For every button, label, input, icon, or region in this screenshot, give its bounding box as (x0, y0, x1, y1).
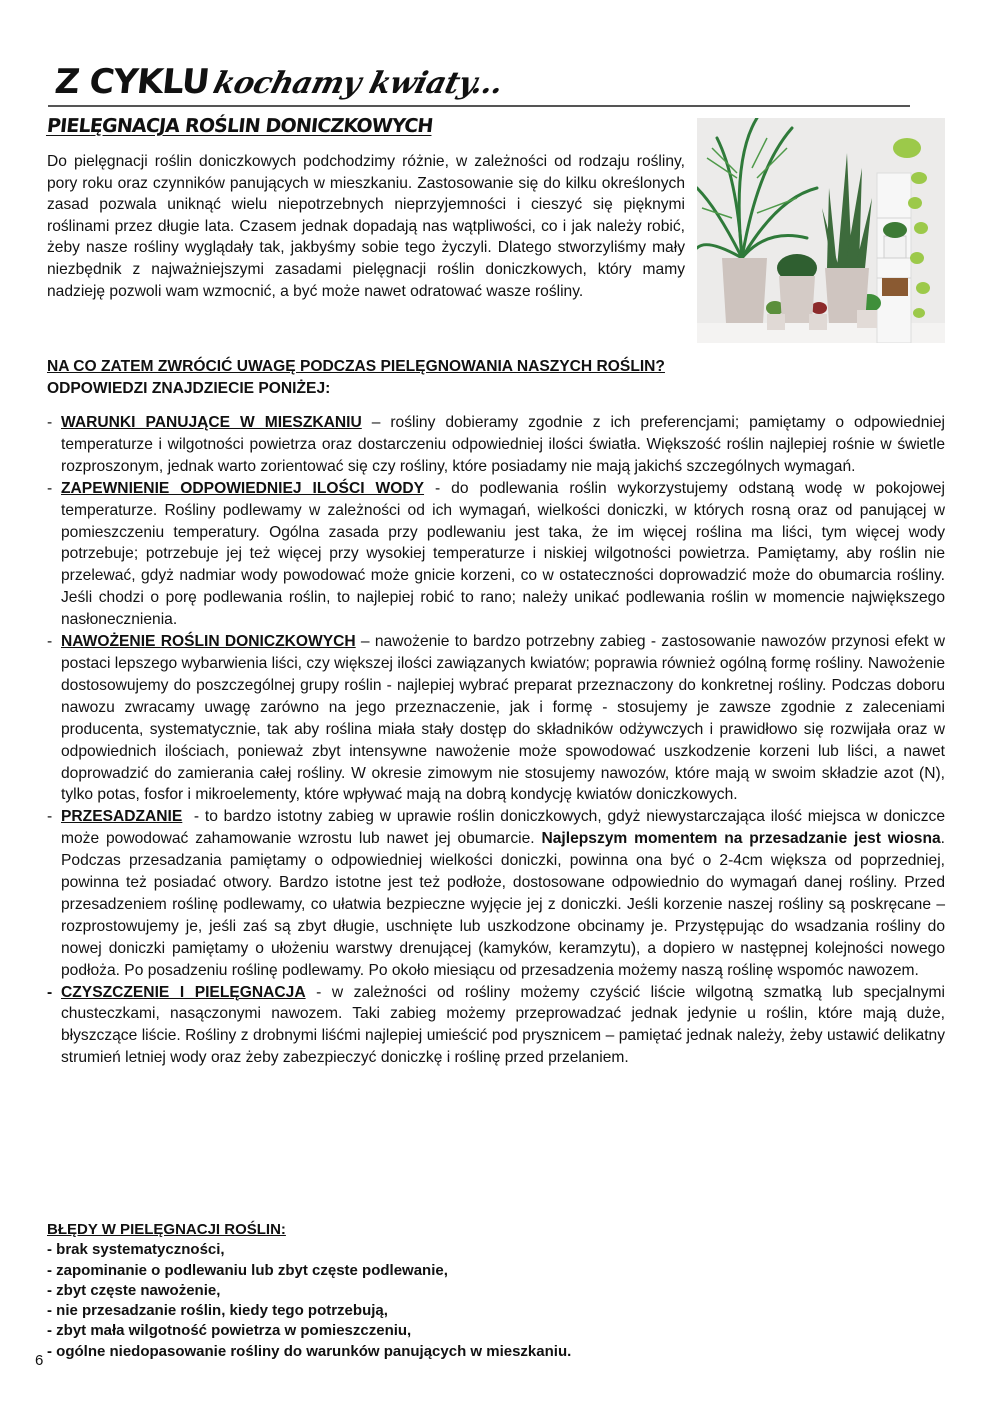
care-tips-list (47, 412, 950, 1069)
care-question: NA CO ZATEM ZWRÓCIĆ UWAGĘ PODCZAS PIELĘGNOWANIA NASZYCH ROŚLIN? (47, 358, 665, 375)
tip-text: - w zależności od rośliny możemy czyścić liście wilgotną szmatką lub specjalnymi chusteczkami, nasączonymi nawozem. Taki zabieg możemy przeprowadzać jednak jedynie u roślin, które mają duże, błyszczące liście. Rośliny z drobnymi liśćmi najlepiej umieścić pod prysznicem – pamiętać jednak należy, żeby ustawić delikatny strumień letniej wody oraz żeby zabezpieczyć doniczkę i roślinę przed przelaniem. (61, 983, 946, 1067)
tip-emphasis: Najlepszym momentem na przesadzanie jest wiosna (541, 830, 941, 848)
tip-cleaning (47, 982, 945, 1070)
intro-paragraph: Do pielęgnacji roślin doniczkowych podchodzimy różnie, w zależności od rodzaju rośliny, pory roku oraz czynników panujących w mieszkaniu. Zastosowanie się do kilku określonych zasad pozwala uniknąć wielu niepotrzebnych nieprzyjemności i cieszyć się pięknymi roślinami przez długie lata. Czasem jednak dopadają nas wątpliwości, co i jak należy robić, żeby nasze rośliny wyglądały tak, jakbyśmy sobie tego życzyli. Dlatego stworzyliśmy mały niezbędnik z najważniejszymi zasadami pielęgnacji roślin doniczkowych, który mamy nadzieję pozwoli wam wzmocnić, a być może nawet odratować wasze rośliny. (47, 153, 685, 300)
list-dash: - (47, 983, 53, 1001)
tip-title: ZAPEWNIENIE ODPOWIEDNIEJ ILOŚCI WODY (61, 479, 425, 497)
tip-title: WARUNKI PANUJĄCE W MIESZKANIU (61, 414, 362, 431)
answer-intro: ODPOWIEDZI ZNAJDZIECIE PONIŻEJ: (47, 379, 331, 397)
tip-text: - do podlewania roślin wykorzystujemy odstaną wodę w pokojowej temperaturze. Rośliny podlewamy w zależności od ich wymagań, wielkości doniczki, w których rosną oraz od panującej w pomieszczeniu temperatury. Ogólna zasada przy podlewaniu jest taka, że im więcej roślina ma liści, tym więcej wody potrzebuje; potrzebuje jej też więcej przy wysokiej temperaturze i niskiej wilgotności powietrza. Pamiętamy, aby roślin nie przelewać, gdyż nadmiar wody powodować może gnicie korzeni, co w ostateczności doprowadzić może do obumarcia rośliny. Jeśli chodzi o porę podlewania roślin, to najlepiej robić to rano; należy unikać podlewania roślin w momencie największego nasłonecznienia. (61, 479, 945, 629)
tip-title: CZYSZCZENIE I PIELĘGNACJA (61, 983, 306, 1001)
mistake-item: - zbyt częste nawożenie, (47, 1281, 221, 1299)
plants-photo (697, 118, 945, 343)
tip-text: - to bardzo istotny zabieg w uprawie roślin doniczkowych, gdyż niewystarczająca ilość miejsca w doniczce może powodować zahamowanie wzrostu lub nawet jej obumarcie. (61, 808, 950, 848)
mistake-item: - zbyt mała wilgotność powietrza w pomieszczeniu, (47, 1322, 412, 1340)
series-header (52, 60, 508, 106)
mistake-item: - zapominanie o podlewaniu lub zbyt częste podlewanie, (47, 1261, 448, 1279)
question-block (47, 356, 665, 399)
article-title: PIELĘGNACJA ROŚLIN DONICZKOWYCH (45, 115, 434, 137)
page-number: 6 (35, 1352, 44, 1369)
tip-title: PRZESADZANIE (61, 808, 183, 826)
tip-text: – nawożenie to bardzo potrzebny zabieg - zastosowanie nawozów przynosi efekt w postaci lepszego wybarwienia liści, czy większej ilości zawiązanych kwiatów; poprawia również ogólną formę rośliny. Nawożenie dostosowujemy do poszczególnej grupy roślin - najlepiej wybrać preparat przeznaczony do konkretnej rośliny. Podczas doboru nawozu zwracamy uwagę zarówno na jego przeznaczenie, jak i formę - stosujemy je zawsze zgodnie z zaleceniami producenta, systematycznie, tak aby roślina miała stały dostęp do składników odżywczych i prawidłowo się rozwijała oraz w odpowiednich ilościach, ponieważ zbyt intensywne nawożenie może spowodować uszkodzenie korzeni lub liści, a nawet doprowadzić do zamierania całej rośliny. W okresie zimowym nie stosujemy nawozów, które mają w swoim składzie azot (N), tylko potas, fosfor i mikroelementy, które wpływać mają na dobrą kondycję kwiatów doniczkowych. (61, 633, 945, 804)
series-label: Z CYKLU (52, 62, 211, 102)
potted-plants-illustration (697, 118, 945, 343)
mistakes-title: BŁĘDY W PIELĘGNACJI ROŚLIN: (47, 1221, 286, 1238)
tip-title: NAWOŻENIE ROŚLIN DONICZKOWYCH (61, 633, 356, 651)
list-dash: - (47, 633, 53, 651)
tip-text: – rośliny dobieramy zgodnie z ich preferencjami; pamiętamy o odpowiedniej temperaturze i wilgotności powietrza oraz dostarczeniu odpowiedniej ilości światła. Większość roślin najlepiej rośnie w świetle rozproszonym, jednak warto zorientować się czy rośliny, które posiadamy nie mają jakichś szczególnych wymagań. (61, 414, 945, 475)
mistake-item: - brak systematyczności, (47, 1241, 225, 1259)
mistake-item: - ogólne niedopasowanie rośliny do warunków panujących w mieszkaniu. (47, 1342, 572, 1360)
tip-conditions (47, 412, 945, 478)
tip-text-continued: . Podczas przesadzania pamiętamy o odpowiedniej wielkości doniczki, powinna ona być o 2-4cm większa od poprzedniej, powinna też posiadać otwory. Bardzo istotne jest też podłoże, dostosowane odpowiednio do wymagań danej rośliny. Przed przesadzeniem roślinę podlewamy, co ułatwia bezpieczne wyjęcie jej z doniczki. Jeśli korzenie naszej rośliny są poskręcane – rozprostowujemy je, jeśli zaś są zbyt długie, uschnięte lub uszkodzone obcinamy je. Przystępując do wsadzania rośliny do nowej doniczki pamiętamy o ułożeniu warstwy drenującej (kamyków, keramzytu), a dopiero w następnej kolejności nowego podłoża. Po posadzeniu roślinę podlewamy. Po około miesiącu od przesadzenia możemy naszą roślinę wspomóc nawozem. (61, 830, 945, 979)
series-name: kochamy kwiaty... (210, 66, 508, 101)
tip-watering (47, 478, 945, 631)
list-dash: - (47, 808, 53, 826)
care-mistakes (47, 1220, 571, 1362)
list-dash: - (47, 414, 53, 431)
list-dash: - (47, 479, 53, 497)
mistake-item: - nie przesadzanie roślin, kiedy tego potrzebują, (47, 1302, 388, 1320)
tip-fertilizing (47, 631, 945, 806)
header-divider (48, 105, 910, 107)
tip-repotting (47, 806, 950, 981)
